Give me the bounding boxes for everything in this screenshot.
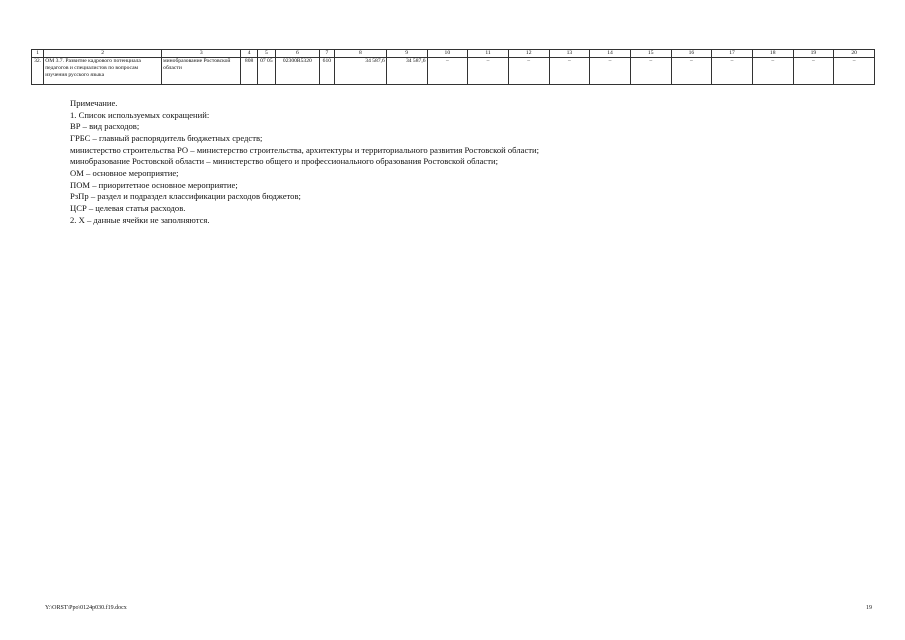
column-number: 3: [162, 50, 241, 58]
column-number: 5: [257, 50, 275, 58]
notes-section: [70, 98, 870, 226]
table-row: [32, 58, 875, 85]
year-amount: –: [752, 58, 793, 85]
column-number: 9: [386, 50, 427, 58]
column-number: 8: [334, 50, 386, 58]
csr-code: 02300R5320: [276, 58, 320, 85]
note-line: министерство строительства РО – министерство строительства, архитектуры и территориального развития Ростовской области;: [70, 144, 539, 155]
column-number: 20: [834, 50, 875, 58]
column-number: 4: [241, 50, 257, 58]
year-amount: –: [630, 58, 671, 85]
note-line: РзПр – раздел и подраздел классификации расходов бюджетов;: [70, 191, 301, 202]
column-number: 10: [427, 50, 468, 58]
note-line: ОМ – основное мероприятие;: [70, 167, 179, 178]
column-number: 17: [712, 50, 753, 58]
column-number: 12: [508, 50, 549, 58]
note-line: ГРБС – главный распорядитель бюджетных средств;: [70, 132, 263, 143]
column-number: 7: [319, 50, 334, 58]
column-number: 18: [752, 50, 793, 58]
footer-file-path: Y:\ORST\Ppo\0124p030.f19.docx: [45, 605, 127, 611]
year-amount: –: [549, 58, 590, 85]
column-number: 6: [276, 50, 320, 58]
year-amount: –: [671, 58, 712, 85]
row-number: 32.: [32, 58, 44, 85]
notes-heading: Примечание.: [70, 98, 118, 108]
year-amount: –: [834, 58, 875, 85]
note-line: минобразование Ростовской области – министерство общего и профессионального образования Ростовской области;: [70, 156, 498, 167]
column-number: 2: [44, 50, 162, 58]
note-line: ПОМ – приоритетное основное мероприятие;: [70, 179, 238, 190]
column-number: 19: [793, 50, 834, 58]
table-header-row: [32, 50, 875, 58]
year-amount: –: [793, 58, 834, 85]
year-amount: –: [468, 58, 509, 85]
page-number: 19: [866, 605, 872, 611]
year-amount: –: [590, 58, 631, 85]
total-amount: 34 587,6: [334, 58, 386, 85]
measure-name: ОМ 3.7. Развитие кадрового потенциала педагогов и специалистов по вопросам изучения русского языка: [44, 58, 162, 85]
year-amount: –: [427, 58, 468, 85]
note-line: 1. Список используемых сокращений:: [70, 109, 210, 120]
column-number: 15: [630, 50, 671, 58]
rzpr-code: 07 05: [257, 58, 275, 85]
note-line: ЦСР – целевая статья расходов.: [70, 202, 186, 213]
column-number: 16: [671, 50, 712, 58]
column-number: 1: [32, 50, 44, 58]
executor-name: минобразование Ростовской области: [162, 58, 241, 85]
year-amount: –: [508, 58, 549, 85]
column-number: 14: [590, 50, 631, 58]
year-amount: 34 587,6: [386, 58, 427, 85]
budget-table: [31, 49, 875, 85]
column-number: 11: [468, 50, 509, 58]
year-amount: –: [712, 58, 753, 85]
note-line: 2. Х – данные ячейки не заполняются.: [70, 214, 210, 225]
column-number: 13: [549, 50, 590, 58]
note-line: ВР – вид расходов;: [70, 121, 140, 132]
grbs-code: 808: [241, 58, 257, 85]
vr-code: 610: [319, 58, 334, 85]
